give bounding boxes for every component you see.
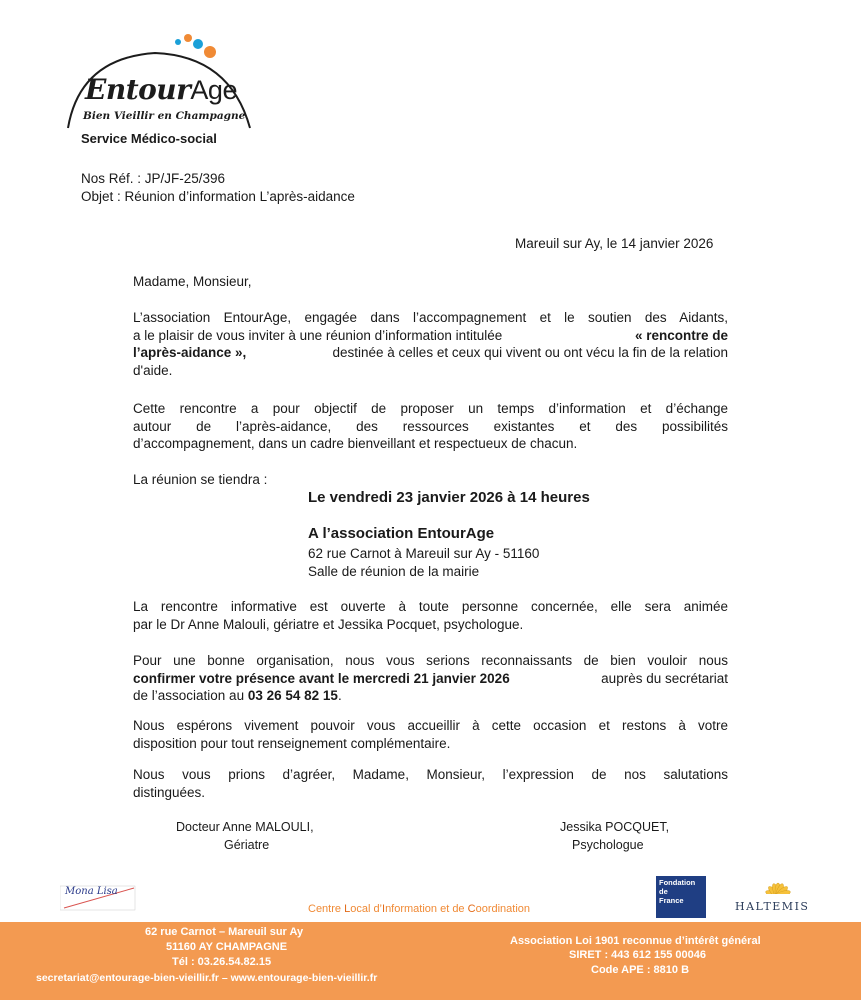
- paragraph-hope: Nous espérons vivement pouvoir vous accueillir à cette occasion et restons à votre disposition pour tout renseignement complémentaire.: [133, 718, 728, 751]
- footer-ape: Code APE : 8810 B: [591, 964, 690, 976]
- salutation: Madame, Monsieur,: [133, 274, 252, 289]
- fondation-de-france-logo: Fondation de France: [656, 876, 706, 918]
- paragraph-intro: L’association EntourAge, engagée dans l’accompagnement et le soutien des Aidants, a le plaisir de vous inviter à une réunion d’information intitulée « rencontre de l’après-aidance », destinée à celles et ceux qui vivent ou ont vécu la fin de la relation d'aide.: [133, 310, 728, 378]
- service-name: Service Médico-social: [81, 131, 217, 146]
- paragraph-closing: Nous vous prions d’agréer, Madame, Monsieur, l’expression de nos salutations distinguées.: [133, 767, 728, 800]
- paragraph-confirm: Pour une bonne organisation, nous vous serions reconnaissants de bien vouloir nous confirmer votre présence avant le mercredi 21 janvier 2026 auprès du secrétariat de l’association au 03 26 54 82 15.: [133, 653, 728, 703]
- footer-phone: Tél : 03.26.54.82.15: [172, 956, 272, 968]
- footer-siret: SIRET : 443 612 155 00046: [569, 949, 706, 961]
- object-line: Objet : Réunion d’information L’après-aidance: [81, 189, 355, 204]
- clic-label: Centre Local d’Information et de Coordination: [308, 903, 531, 915]
- logo-bubble-1: [175, 39, 181, 45]
- phone-number: 03 26 54 82 15: [247, 688, 338, 703]
- event-room: Salle de réunion de la mairie: [308, 564, 480, 579]
- footer-address: 62 rue Carnot – Mareuil sur Ay: [145, 926, 304, 938]
- event-address: 62 rue Carnot à Mareuil sur Ay - 51160: [308, 546, 540, 561]
- logo-bubble-4: [204, 46, 216, 58]
- logo-name: EntourAge: [85, 73, 237, 106]
- signature-left-title: Gériatre: [224, 838, 270, 852]
- logo-tagline: Bien Vieillir en Champagne: [83, 110, 246, 122]
- signature-right-name: Jessika POCQUET,: [560, 820, 670, 834]
- logo-bubble-2: [184, 34, 192, 42]
- signature-right-title: Psychologue: [572, 838, 644, 852]
- paragraph-open: La rencontre informative est ouverte à toute personne concernée, elle sera animée par le Dr Anne Malouli, gériatre et Jessika Pocquet, psychologue.: [133, 599, 728, 632]
- event-place: A l’association EntourAge: [308, 525, 495, 542]
- haltemis-logo: HALTEMIS: [735, 900, 810, 913]
- reference: Nos Réf. : JP/JF-25/396: [81, 171, 226, 186]
- paragraph-objective: Cette rencontre a pour objectif de proposer un temps d’information et d’échange autour de l’après-aidance, des ressources existantes et des possibilités d’accompagnement, dans un cadre bienveillant et respectueux de chacun.: [133, 401, 728, 451]
- footer-contact[interactable]: secretariat@entourage-bien-vieillir.fr – www.entourage-bien-vieillir.fr: [36, 972, 378, 984]
- haltemis-flower-icon: [748, 868, 808, 898]
- event-date: Le vendredi 23 janvier 2026 à 14 heures: [308, 489, 590, 506]
- logo-bubble-3: [193, 39, 203, 49]
- footer-association: Association Loi 1901 reconnue d’intérêt général: [510, 935, 761, 947]
- footer-city: 51160 AY CHAMPAGNE: [166, 941, 288, 953]
- meeting-intro: La réunion se tiendra :: [133, 472, 268, 487]
- monalisa-label: Mona Lisa: [65, 886, 118, 897]
- place-date: Mareuil sur Ay, le 14 janvier 2026: [515, 236, 714, 251]
- signature-left-name: Docteur Anne MALOULI,: [176, 820, 314, 834]
